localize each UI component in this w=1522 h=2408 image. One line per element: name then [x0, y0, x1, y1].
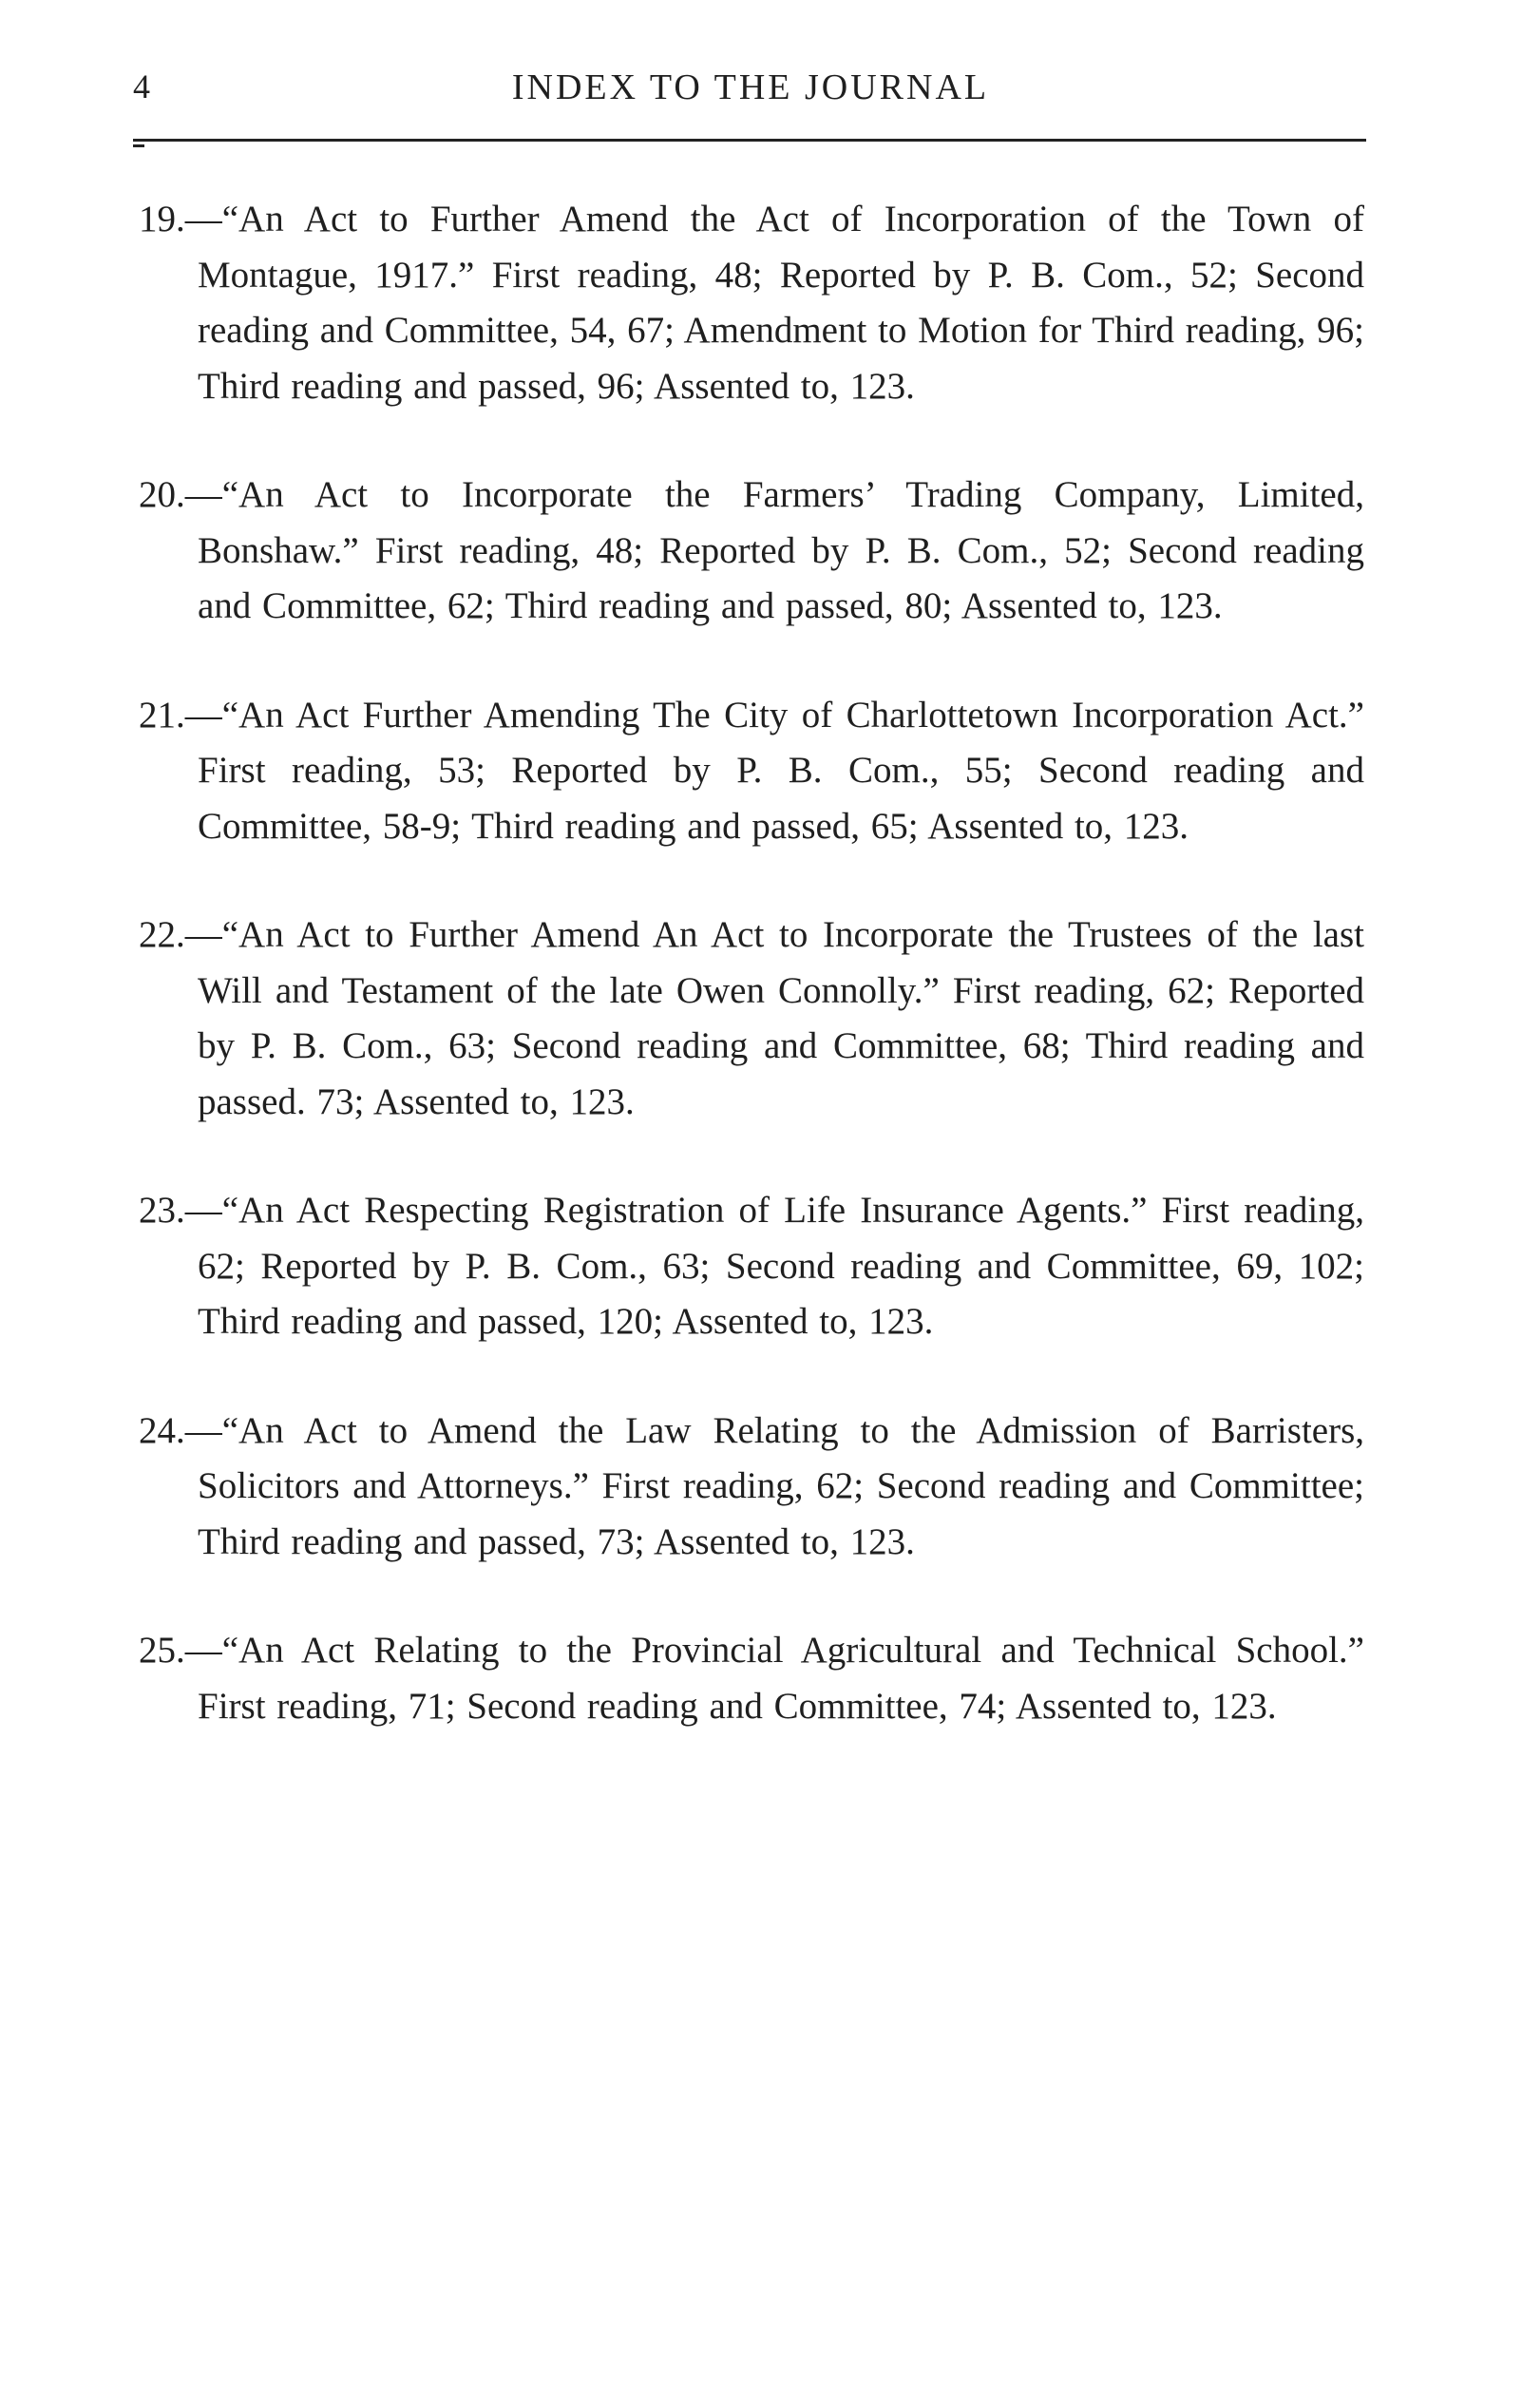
index-entry-19: [139, 192, 1364, 414]
page-number: 4: [133, 67, 151, 105]
running-title: INDEX TO THE JOURNAL: [511, 67, 990, 107]
entry-number: 20.: [139, 474, 185, 515]
entry-text: —“An Act Relating to the Provincial Agricultural and Technical School.” First reading, 71; Second reading and Committee, 74; Assented to, 123.: [184, 1630, 1364, 1727]
entry-number: 19.: [139, 199, 185, 239]
entry-number: 23.: [139, 1190, 185, 1231]
entry-text: —“An Act to Incorporate the Farmers’ Trading Company, Limited, Bonshaw.” First reading, 48; Reported by P. B. Com., 52; Second reading and Committee, 62; Third reading and passed, 80; Assented to, 123.: [184, 474, 1364, 626]
entry-number: 24.: [139, 1409, 185, 1451]
entry-number: 22.: [139, 914, 185, 955]
entry-text: —“An Act to Further Amend the Act of Incorporation of the Town of Montague, 1917.” First reading, 48; Reported by P. B. Com., 52; Second reading and Committee, 54, 67; Amendment to Motion for Third reading, 96; Third reading and passed, 96; Assented to, 123.: [184, 199, 1364, 407]
index-entry-25: [139, 1623, 1364, 1734]
index-entry-22: [139, 908, 1364, 1130]
entry-text: —“An Act to Amend the Law Relating to the Admission of Barristers, Solicitors and Attorneys.” First reading, 62; Second reading and Committee; Third reading and passed, 73; Assented to, 123.: [184, 1409, 1364, 1562]
entry-text: —“An Act Respecting Registration of Life Insurance Agents.” First reading, 62; Reported by P. B. Com., 63; Second reading and Committee, 69, 102; Third reading and passed, 120; Assented to, 123.: [184, 1190, 1364, 1342]
entry-number: 25.: [139, 1630, 185, 1671]
page-header: [133, 67, 1368, 124]
index-entries: [139, 192, 1364, 1787]
header-rule-tick: [133, 144, 144, 147]
index-entry-21: [139, 688, 1364, 855]
index-entry-23: [139, 1183, 1364, 1350]
index-entry-24: [139, 1404, 1364, 1571]
entry-text: —“An Act Further Amending The City of Charlottetown Incorporation Act.” First reading, 53; Reported by P. B. Com., 55; Second reading and Committee, 58-9; Third reading and passed, 65; Assented to, 123.: [184, 694, 1364, 847]
index-entry-20: [139, 468, 1364, 635]
header-rule: [133, 139, 1366, 142]
entry-number: 21.: [139, 694, 185, 736]
entry-text: —“An Act to Further Amend An Act to Incorporate the Trustees of the last Will and Testament of the late Owen Connolly.” First reading, 62; Reported by P. B. Com., 63; Second reading and Committee, 68; Third reading and passed. 73; Assented to, 123.: [184, 914, 1364, 1122]
